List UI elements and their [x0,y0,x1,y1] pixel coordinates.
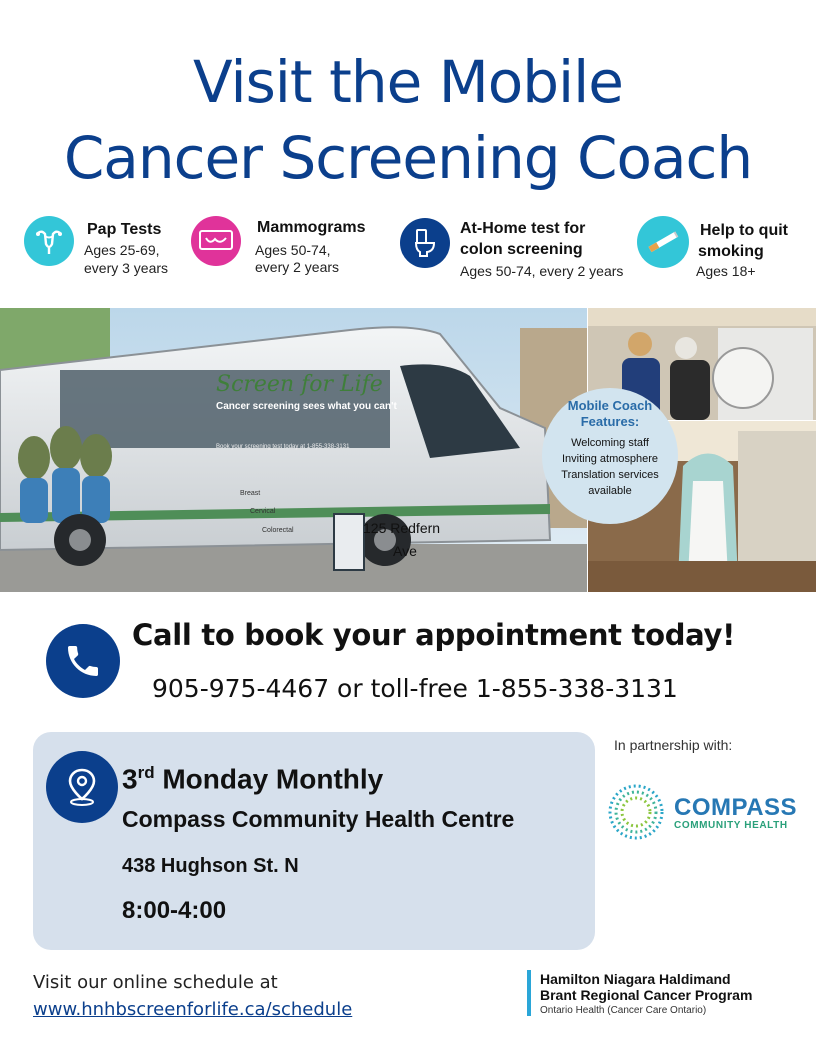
service-smoking-title2: smoking [698,243,764,260]
service-mammo-sub2: every 2 years [255,259,340,275]
page-title-line-2: Cancer Screening Coach [63,124,753,192]
schedule-hours: 8:00-4:00 [122,897,227,924]
bus-check-colorectal: Colorectal [262,527,294,534]
program-logo-bar [527,970,531,1016]
bus-address-line1: 125 Redfern [363,520,441,536]
features-heading-1: Mobile Coach [567,398,653,413]
service-pap-sub2: every 3 years [84,260,169,276]
service-colon-title2: colon screening [460,241,583,258]
service-smoking-title: Help to quit [700,222,788,239]
schedule-day [122,756,383,796]
bus-check-cervical: Cervical [250,508,276,515]
cigarette-icon [637,216,689,268]
bus-book-text: Book your screening test today at 1-855-338-3131 [216,444,350,450]
uterus-icon [24,216,74,266]
program-line-2: Brant Regional Cancer Program [540,987,753,1003]
location-pin-icon [46,751,118,823]
call-heading: Call to book your appointment today! [132,618,736,652]
schedule-location: Compass Community Health Centre [122,806,515,832]
mammogram-icon [191,216,241,266]
service-colon-title: At-Home test for [460,220,586,237]
schedule-day-text: Monday Monthly [162,763,384,795]
bus-brand: Screen for Life [216,372,383,397]
service-pap-sub1: Ages 25-69, [84,242,160,258]
bus-address-line2: Ave [393,543,417,559]
compass-logo-mark [606,782,666,842]
bus-photo [0,308,587,592]
feature-item-3: Translation services [561,469,659,481]
features-heading-2: Features: [580,414,640,429]
partnership-label: In partnership with: [614,737,733,753]
program-line-1: Hamilton Niagara Haldimand [540,971,731,987]
feature-item-1: Welcoming staff [571,437,649,449]
program-line-3: Ontario Health (Cancer Care Ontario) [540,1005,707,1016]
service-mammo-title: Mammograms [257,219,366,236]
service-mammo-sub1: Ages 50-74, [255,242,331,258]
compass-logo-text: COMPASS [674,794,798,821]
feature-item-4: available [588,485,632,497]
schedule-ordinal: 3 [122,763,138,795]
phone-icon [46,624,120,698]
bus-check-breast: Breast [240,490,261,497]
feature-item-2: Inviting atmosphere [562,453,658,465]
schedule-address: 438 Hughson St. N [122,855,299,877]
online-schedule-link[interactable]: www.hnhbscreenforlife.ca/schedule [33,999,353,1020]
compass-logo-sub: COMMUNITY HEALTH [674,820,788,831]
service-colon-sub1: Ages 50-74, every 2 years [460,263,624,279]
phone-numbers[interactable]: 905-975-4467 or toll-free 1-855-338-3131 [152,674,678,703]
bus-tagline: Cancer screening sees what you can't [216,401,397,412]
service-smoking-sub1: Ages 18+ [696,263,756,279]
service-pap-title: Pap Tests [87,221,162,238]
toilet-icon [400,218,450,268]
page-title-line-1: Visit the Mobile [193,48,623,116]
online-schedule-text: Visit our online schedule at [33,972,278,993]
schedule-ordinal-suffix: rd [137,763,155,782]
